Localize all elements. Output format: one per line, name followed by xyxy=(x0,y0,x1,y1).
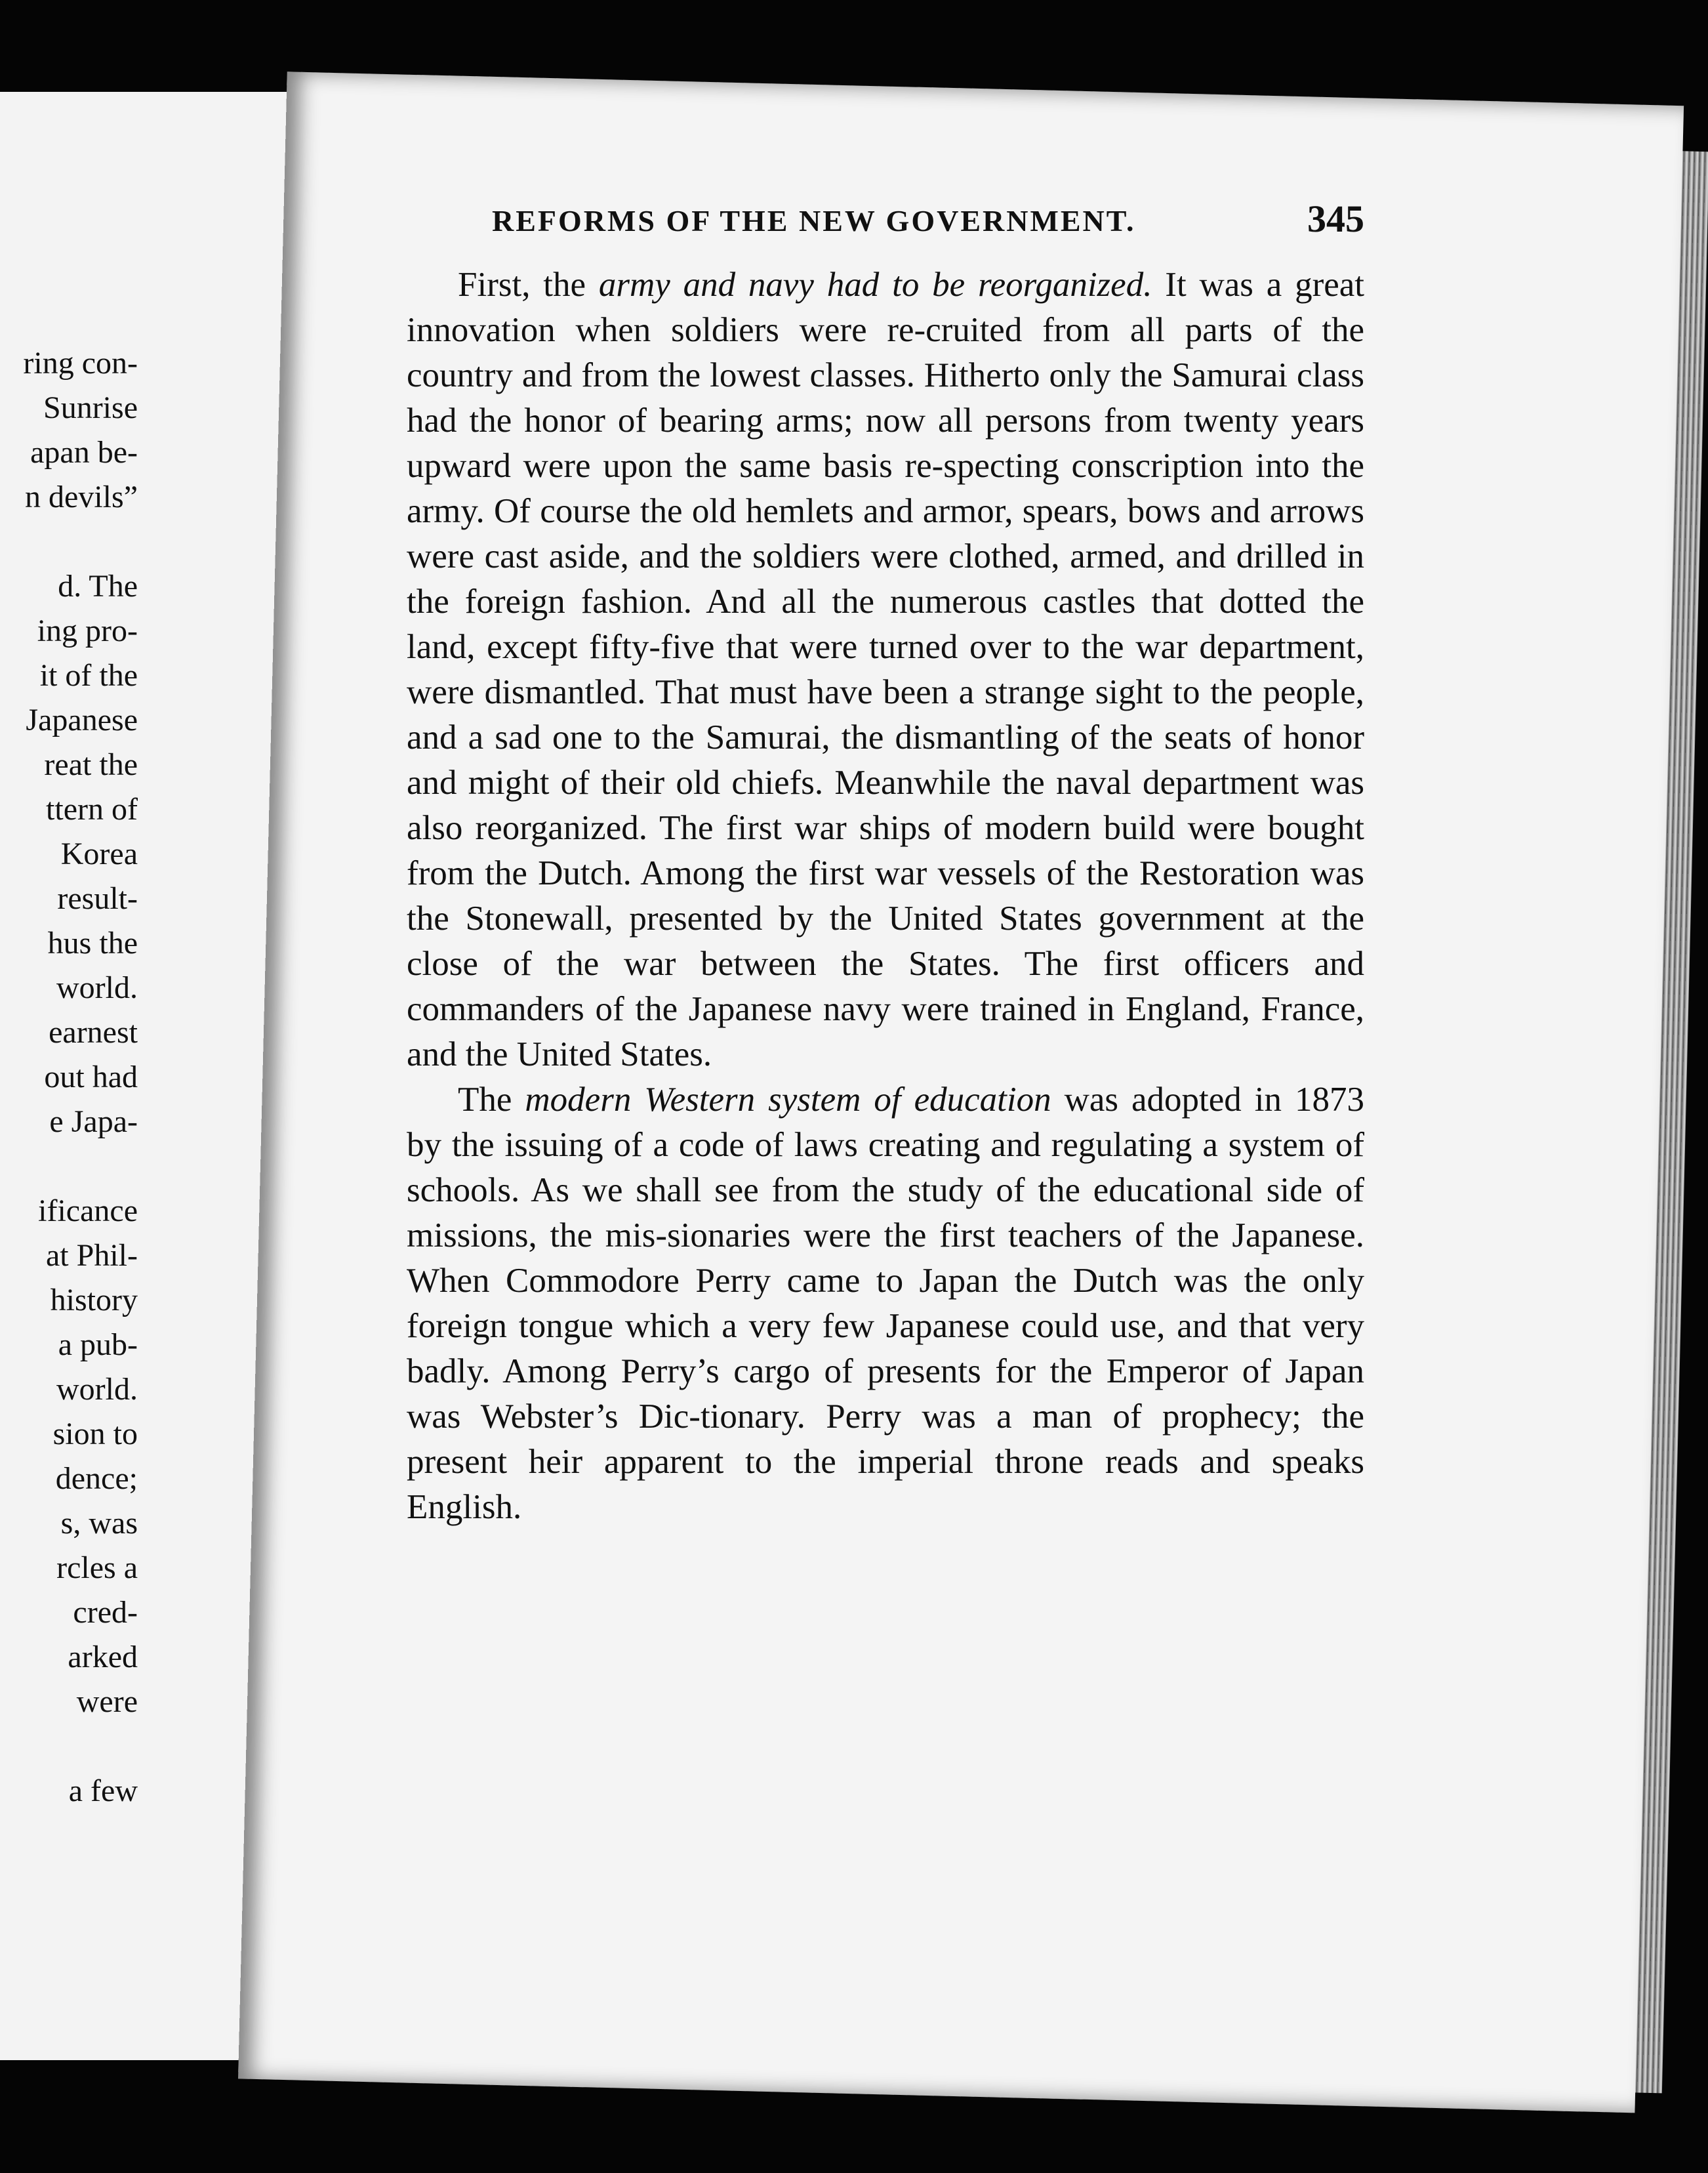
emphasized-text: modern Western system of education xyxy=(525,1081,1051,1119)
paragraph-text: was adopted in 1873 by the issuing of a code of laws creating and regulating a system of schools. As we shall see from the study of the educational side of missions, the mis-sionaries were the first teachers of the Japanese. When Commodore Perry came to Japan the Dutch was the only foreign tongue which a very few Japanese could use, and that very badly. Among Perry’s cargo of presents for the Emperor of Japan was Webster’s Dic-tionary. Perry was a man of prophecy; the present heir apparent to the imperial throne reads and speaks English. xyxy=(407,1081,1364,1526)
page-number: 345 xyxy=(1307,197,1364,240)
body-text xyxy=(407,262,1364,1530)
left-page-line: ring con- xyxy=(23,346,138,381)
left-page-line: sion to xyxy=(52,1417,138,1451)
page-header xyxy=(367,197,1391,243)
paragraph xyxy=(407,262,1364,1077)
left-page-line: reat the xyxy=(44,747,138,782)
running-head: REFORMS OF THE NEW GOVERNMENT. xyxy=(492,204,1136,238)
left-page-line: were xyxy=(76,1684,138,1719)
left-page-line: s, was xyxy=(60,1506,138,1541)
left-page-line: cred- xyxy=(73,1595,138,1630)
left-page-line: ing pro- xyxy=(37,613,138,648)
paragraph-text: The xyxy=(458,1081,525,1119)
left-page-line: ificance xyxy=(38,1193,138,1228)
left-page-line: e Japa- xyxy=(49,1104,138,1139)
left-page-line: world. xyxy=(56,1372,138,1407)
left-page-line: out had xyxy=(44,1060,138,1094)
left-page-line: at Phil- xyxy=(46,1238,138,1273)
left-page-line: earnest xyxy=(49,1015,138,1050)
left-page-line: d. The xyxy=(58,569,138,604)
left-page-line: a pub- xyxy=(58,1327,138,1362)
left-page-line: apan be- xyxy=(30,435,138,470)
left-page-line: Korea xyxy=(60,837,138,871)
paragraph xyxy=(407,1077,1364,1530)
left-page-line: arked xyxy=(68,1640,138,1674)
left-page-line: rcles a xyxy=(56,1550,138,1585)
left-page-line: dence; xyxy=(55,1461,138,1496)
left-page-line: Sunrise xyxy=(43,390,138,425)
left-page-line: it of the xyxy=(39,658,138,693)
paragraph-text: It was a great innovation when soldiers were re-cruited from all parts of the country and from the lowest classes. Hitherto only the Samurai class had the honor of bearing arms; now all persons from twenty years upward were upon the same basis re-specting conscription into the army. Of course the old hemlets and armor, spears, bows and arrows were cast aside, and the soldiers were clothed, armed, and drilled in the foreign fashion. And all the numerous castles that dotted the land, except fifty-five that were turned over to the war department, were dismantled. That must have been a strange sight to the people, and a sad one to the Samurai, the dismantling of the seats of honor and might of their old chiefs. Meanwhile the naval department was also reorganized. The first war ships of modern build were bought from the Dutch. Among the first war vessels of the Restoration was the Stonewall, presented by the United States government at the close of the war between the States. The first officers and commanders of the Japanese navy were trained in England, France, and the United States. xyxy=(407,266,1365,1073)
left-page-line: history xyxy=(50,1283,138,1317)
left-page-line: ttern of xyxy=(46,792,138,827)
emphasized-text: army and navy had to be reorganized. xyxy=(598,266,1152,304)
left-page-line: n devils” xyxy=(25,480,138,514)
left-page-line: Japanese xyxy=(26,703,138,737)
paragraph-text: First, the xyxy=(458,266,599,304)
left-page-line: hus the xyxy=(47,926,138,961)
left-page-line: result- xyxy=(57,881,138,916)
left-page-line: world. xyxy=(56,970,138,1005)
left-page-line: a few xyxy=(68,1773,138,1808)
